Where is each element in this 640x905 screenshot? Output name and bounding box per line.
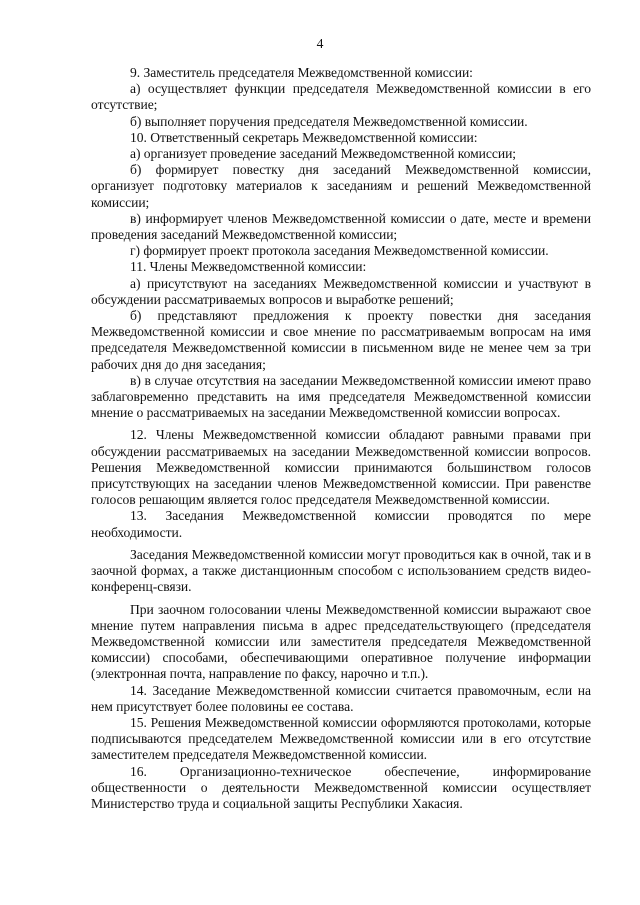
page-number: 4 [316, 36, 324, 51]
paragraph-10a: а) организует проведение заседаний Межведомственной комиссии; [130, 146, 517, 162]
paragraph-10g: г) формирует проект протокола заседания Межведомственной комиссии. [130, 243, 549, 259]
paragraph-16: 16. Организационно-техническое обеспечение, информирование общественности о деятельности Межведомственной комиссии осуществляет Министерство труда и социальной защиты Республики Хакасия. [91, 763, 591, 811]
paragraph-11: 11. Члены Межведомственной комиссии: [130, 259, 367, 275]
paragraph-11v: в) в случае отсутствия на заседании Межведомственной комиссии имеют право заблаговременно представить на имя председателя Межведомственной комиссии мнение о рассматриваемых на заседании Межведомственной комиссии вопросах. [91, 372, 591, 421]
paragraph-13-forms: Заседания Межведомственной комиссии могут проводиться как в очной, так и в заочной формах, а также дистанционным способом с использованием средств видео-конференц-связи. [91, 546, 591, 595]
paragraph-9a: а) осуществляет функции председателя Межведомственной комиссии в его отсутствие; [91, 81, 591, 113]
paragraph-11a: а) присутствуют на заседаниях Межведомственной комиссии и участвуют в обсуждении рассматриваемых вопросов и выработке решений; [91, 275, 591, 307]
paragraph-14: 14. Заседание Межведомственной комиссии считается правомочным, если на нем присутствует более половины ее состава. [91, 682, 591, 714]
paragraph-12: 12. Члены Межведомственной комиссии обладают равными правами при обсуждении рассматриваемых на заседании Межведомственной комиссии вопросов. Решения Межведомственной комиссии принимаются большинством голосов присутствующих на заседании членов Межведомственной комиссии. При равенстве голосов решающим является голос председателя Межведомственной комиссии. [91, 427, 591, 508]
paragraph-13: 13. Заседания Межведомственной комиссии проводятся по мере необходимости. [91, 508, 591, 540]
paragraph-10: 10. Ответственный секретарь Межведомственной комиссии: [130, 129, 478, 145]
paragraph-13-remote-vote: При заочном голосовании члены Межведомственной комиссии выражают свое мнение путем направления письма в адрес председательствующего (председателя Межведомственной комиссии или заместителя председателя Межведомственной комиссии) способами, обеспечивающими оперативное получение информации (электронная почта, направление по факсу, нарочно и т.п.). [91, 601, 591, 682]
paragraph-11b: б) представляют предложения к проекту повестки дня заседания Межведомственной комиссии и свое мнение по рассматриваемым вопросам на имя председателя Межведомственной комиссии в письменном виде не менее чем за три рабочих дня до дня заседания; [91, 308, 591, 372]
paragraph-10v: в) информирует членов Межведомственной комиссии о дате, месте и времени проведения заседаний Межведомственной комиссии; [91, 210, 591, 243]
paragraph-10b: б) формирует повестку дня заседаний Межведомственной комиссии, организует подготовку материалов к заседаниям и решений Межведомственной комиссии; [91, 162, 591, 210]
paragraph-9b: б) выполняет поручения председателя Межведомственной комиссии. [130, 113, 528, 129]
paragraph-15: 15. Решения Межведомственной комиссии оформляются протоколами, которые подписываются председателем Межведомственной комиссии или в его отсутствие заместителем председателя Межведомственной комиссии. [91, 714, 591, 763]
paragraph-9: 9. Заместитель председателя Межведомственной комиссии: [130, 65, 473, 80]
document-body [91, 65, 591, 812]
